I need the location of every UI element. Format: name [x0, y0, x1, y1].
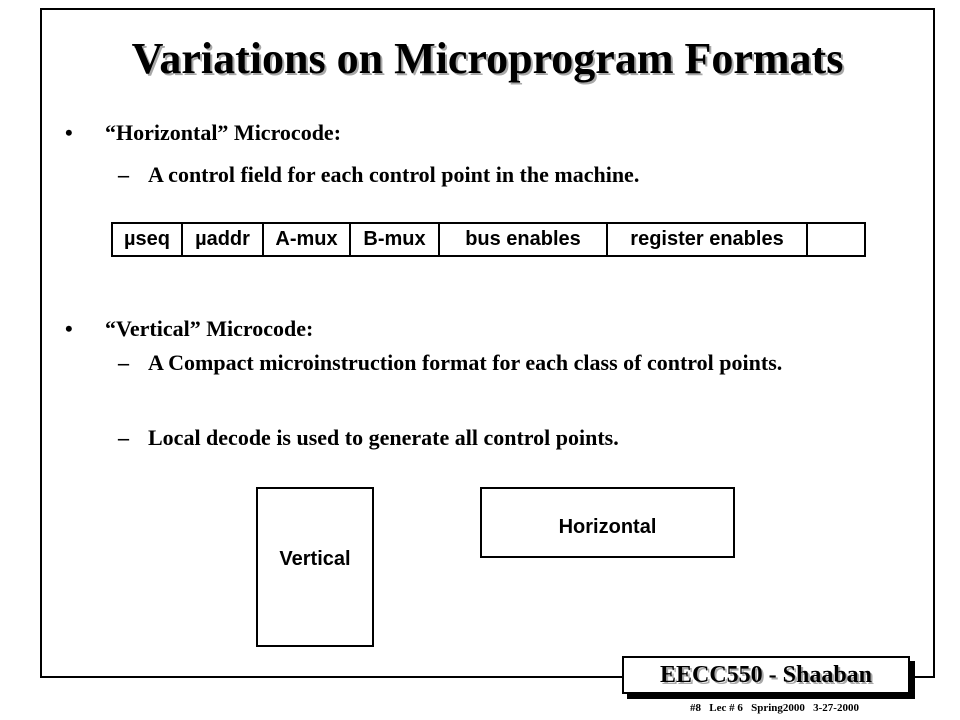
slide-title: Variations on Microprogram Formats: [131, 34, 844, 83]
field-a-mux: A-mux: [264, 224, 351, 255]
bullet-dot: •: [65, 120, 73, 145]
lecture-note: #8 Lec # 6 Spring2000 3-27-2000: [690, 702, 859, 714]
horizontal-detail: [118, 158, 868, 191]
field-bus-enables: bus enables: [440, 224, 608, 255]
vertical-detail-1: [118, 346, 858, 379]
field-register-enables: register enables: [608, 224, 808, 255]
horizontal-box-label: Horizontal: [558, 516, 657, 538]
vertical-detail-1-text: A Compact microinstruction format for each class of control points.: [148, 350, 783, 375]
bullet-horizontal: [65, 120, 342, 145]
field-empty: [808, 224, 864, 255]
horizontal-heading: “Horizontal” Microcode:: [105, 120, 342, 145]
dash: –: [118, 425, 129, 450]
dash: –: [118, 162, 129, 187]
vertical-box-label: Vertical: [279, 548, 351, 570]
vertical-detail-2-text: Local decode is used to generate all control points.: [148, 425, 619, 450]
bullet-dot: •: [65, 316, 73, 341]
course-badge: EECC550 - Shaaban: [622, 656, 910, 694]
horizontal-detail-text: A control field for each control point in the machine.: [148, 162, 640, 187]
field-uaddr: µaddr: [183, 224, 264, 255]
slide-frame: [40, 8, 935, 678]
vertical-heading: “Vertical” Microcode:: [105, 316, 314, 341]
bullet-vertical: [65, 316, 314, 341]
horizontal-format-box: [480, 487, 735, 558]
microinstruction-format: [111, 222, 866, 257]
vertical-format-box: [256, 487, 374, 647]
field-useq: µseq: [113, 224, 183, 255]
dash: –: [118, 350, 129, 375]
field-b-mux: B-mux: [351, 224, 440, 255]
vertical-detail-2: [118, 421, 868, 454]
